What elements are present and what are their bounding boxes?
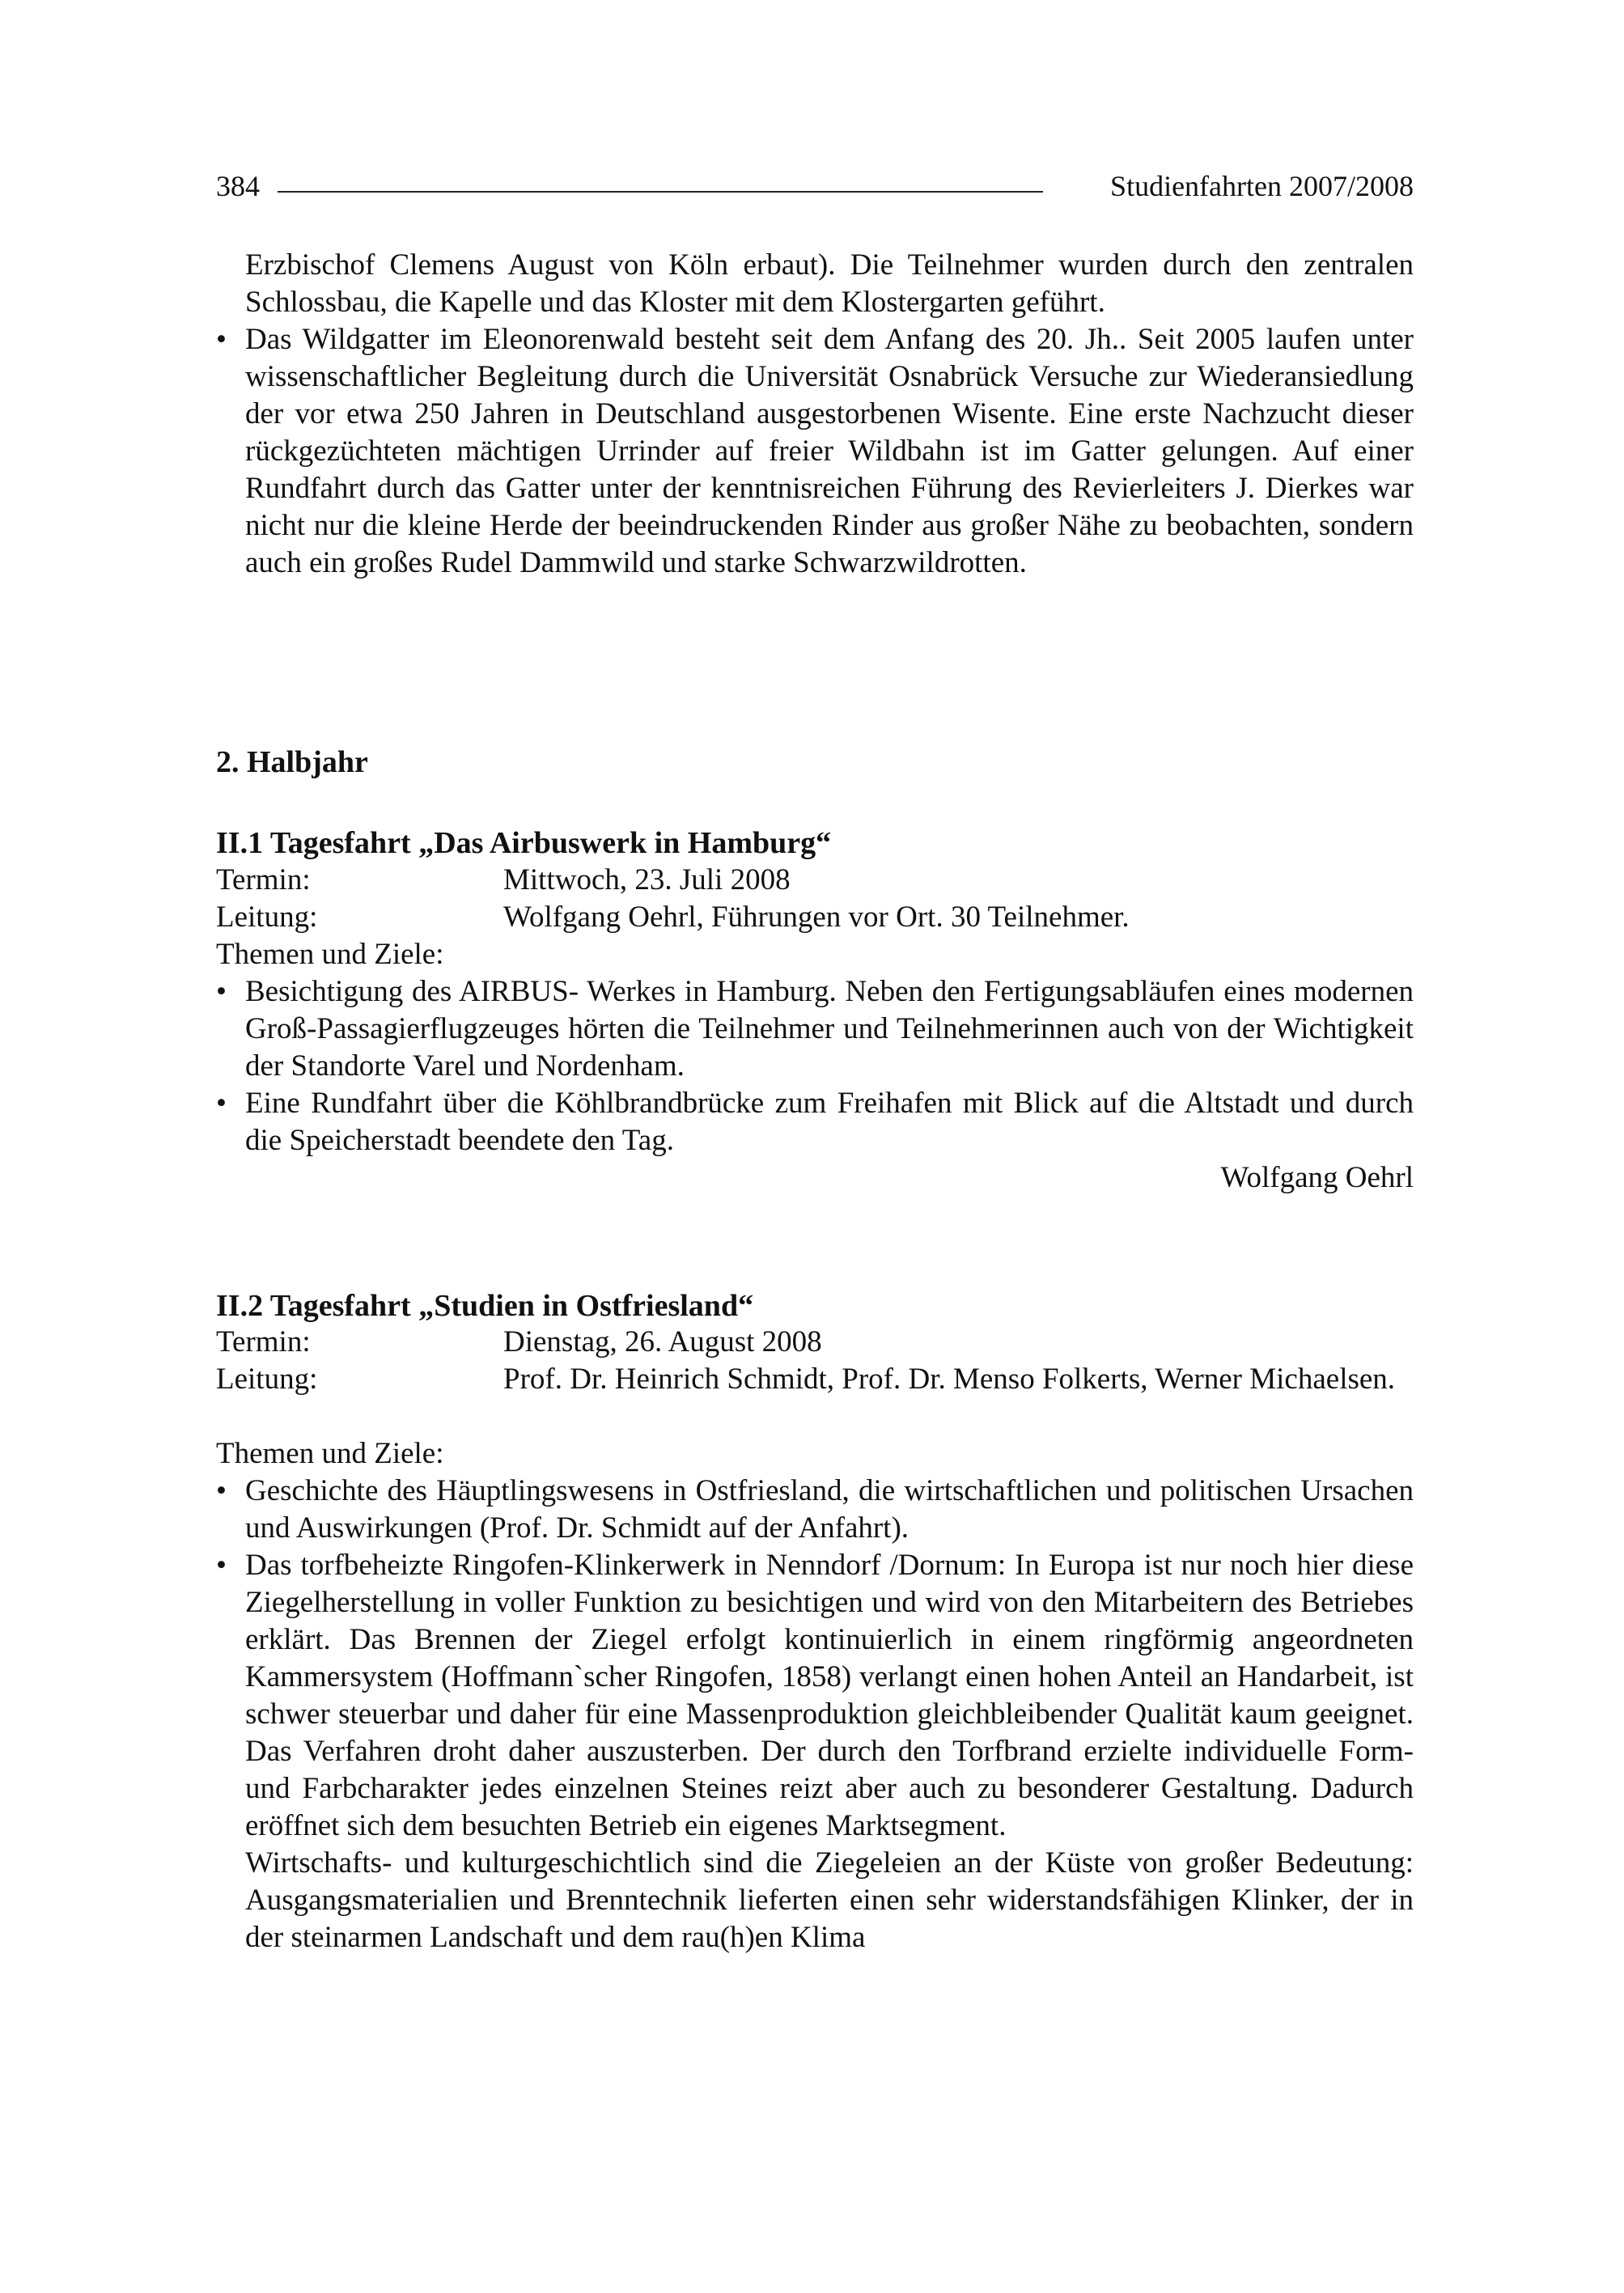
trip2-leitung-value: Prof. Dr. Heinrich Schmidt, Prof. Dr. Menso Folkerts, Werner Michaelsen.	[503, 1363, 1396, 1396]
trip2-continuation-text: Wirtschafts- und kulturgeschichtlich sind die Ziegeleien an der Küste von großer Bedeutung: Ausgangsmaterialien und Brenntechnik lieferten einen sehr widerstandsfähigen Klinker, der in der steinarmen Landschaft und dem rau(h)en Klima	[245, 1846, 1414, 1954]
trip2-themen-label: Themen und Ziele:	[216, 1437, 444, 1470]
trip1-themen-label: Themen und Ziele:	[216, 938, 444, 971]
running-head	[216, 166, 1414, 206]
trip2-bullet-item	[216, 1473, 1414, 1547]
trip2-bullet-text: Das torfbeheizte Ringofen-Klinkerwerk in Nenndorf /Dornum: In Europa ist nur noch hier diese Ziegelherstellung in voller Funktion zu besichtigen und wird von den Mitarbeitern des Betriebes erklärt. Das Brennen der Ziegel erfolgt kontinuierlich in einem ringförmig angeordneten Kammersystem (Hoffmann`scher Ringofen, 1858) verlangt einen hohen Anteil an Handarbeit, ist schwer steuerbar und daher für eine Massenproduktion gleichbleibender Qualität kaum geeignet. Das Verfahren droht daher auszusterben. Der durch den Torfbrand erzielte individuelle Form- und Farbcharakter jedes einzelnen Steines reizt aber auch zu besonderer Gestaltung. Dadurch eröffnet sich dem besuchten Betrieb ein eigenes Marktsegment.	[245, 1549, 1414, 1842]
bullet-icon: •	[216, 323, 227, 356]
trip1-bullets	[216, 973, 1414, 1159]
intro-bullet-text: Das Wildgatter im Eleonorenwald besteht seit dem Anfang des 20. Jh.. Seit 2005 laufen unter wissenschaftlicher Begleitung durch die Universität Osnabrück Versuche zur Wiederansiedlung der vor etwa 250 Jahren in Deutschland ausgestorbenen Wisente. Eine erste Nachzucht dieser rückgezüchteten mächtigen Urrinder auf freier Wildbahn ist im Gatter gelungen. Auf einer Rundfahrt durch das Gatter unter der kenntnisreichen Führung des Revierleiters J. Dierkes war nicht nur die kleine Herde der beeindruckenden Rinder aus großer Nähe zu beobachten, sondern auch ein großes Rudel Dammwild und starke Schwarzwildrotten.	[245, 323, 1414, 579]
trip2-bullet-item	[216, 1547, 1414, 1845]
trip2-continuation-item	[216, 1845, 1414, 1956]
page-number: 384	[216, 170, 260, 202]
intro-continuation-item	[216, 247, 1414, 321]
trip1-bullet-text: Besichtigung des AIRBUS- Werkes in Hamburg. Neben den Fertigungsabläufen eines modernen Groß-Passagierflugzeuges hörten die Teilnehmer und Teilnehmerinnen auch von der Wichtigkeit der Standorte Varel und Nordenham.	[245, 975, 1414, 1083]
header-rule	[278, 191, 1043, 193]
trip1-bullet-item	[216, 1085, 1414, 1159]
trip2-leitung-label: Leitung:	[216, 1363, 318, 1396]
trip2-heading: II.2 Tagesfahrt „Studien in Ostfriesland“	[216, 1289, 754, 1323]
bullet-icon: •	[216, 1474, 227, 1507]
trip1-leitung-value: Wolfgang Oehrl, Führungen vor Ort. 30 Teilnehmer.	[503, 901, 1130, 934]
trip2-bullet-text: Geschichte des Häuptlingswesens in Ostfriesland, die wirtschaftlichen und politischen Ursachen und Auswirkungen (Prof. Dr. Schmidt auf der Anfahrt).	[245, 1474, 1414, 1545]
bullet-icon: •	[216, 1087, 227, 1120]
running-title: Studienfahrten 2007/2008	[1110, 170, 1414, 202]
trip1-signature: Wolfgang Oehrl	[1220, 1161, 1414, 1194]
trip1-termin-value: Mittwoch, 23. Juli 2008	[503, 863, 791, 896]
trip1-termin-label: Termin:	[216, 863, 311, 896]
intro-continuation-text: Erzbischof Clemens August von Köln erbaut). Die Teilnehmer wurden durch den zentralen Schlossbau, die Kapelle und das Kloster mit dem Klostergarten geführt.	[245, 248, 1414, 319]
trip1-bullet-item	[216, 973, 1414, 1085]
bullet-icon: •	[216, 1549, 227, 1582]
trip2-termin-value: Dienstag, 26. August 2008	[503, 1325, 822, 1358]
intro-block	[216, 247, 1414, 582]
trip1-bullet-text: Eine Rundfahrt über die Köhlbrandbrücke zum Freihafen mit Blick auf die Altstadt und durch die Speicherstadt beendete den Tag.	[245, 1087, 1414, 1157]
trip1-leitung-label: Leitung:	[216, 901, 318, 934]
intro-bullet-item	[216, 321, 1414, 582]
trip2-termin-label: Termin:	[216, 1325, 311, 1358]
section-heading: 2. Halbjahr	[216, 745, 368, 779]
trip1-heading: II.1 Tagesfahrt „Das Airbuswerk in Hamburg“	[216, 826, 832, 860]
bullet-icon: •	[216, 975, 227, 1008]
trip2-bullets	[216, 1473, 1414, 1956]
